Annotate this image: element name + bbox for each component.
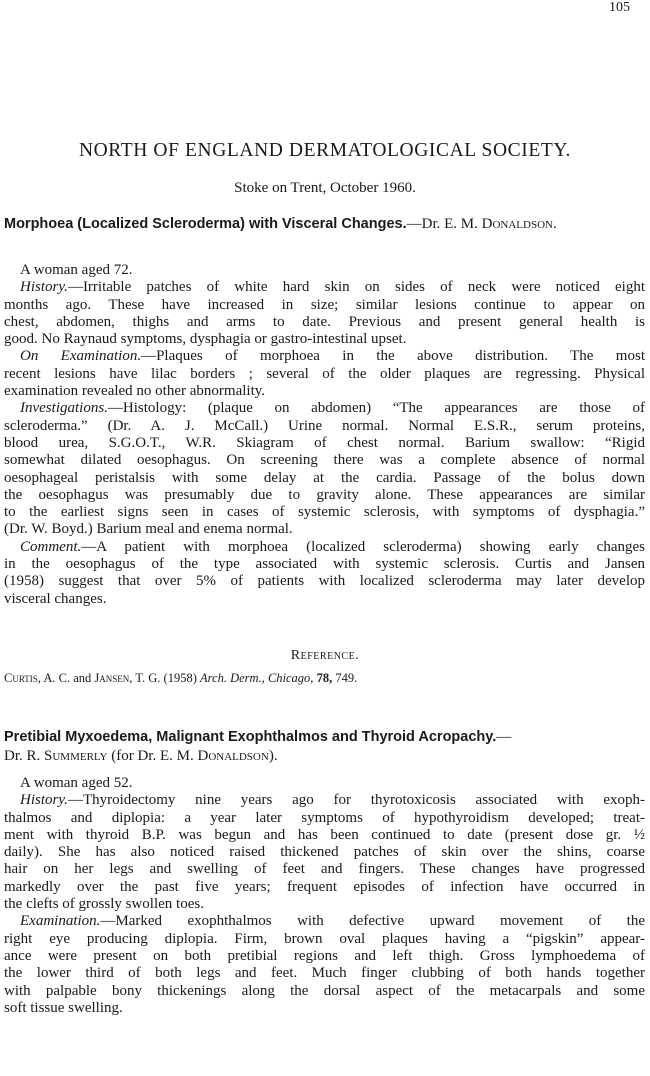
case1-line: examination revealed no other abnormality. — [4, 383, 266, 400]
case1-title: Morphoea (Localized Scleroderma) with Visceral Changes. — [4, 216, 407, 232]
case1-line: to the earliest signs seen in cases of systemic sclerosis, with symptoms of dysphagia.” — [4, 504, 645, 521]
case2-author-a: Dr. R. — [4, 748, 45, 764]
case2-label: Examination. — [20, 913, 101, 930]
case2-line: —Marked exophthalmos with defective upward movement of the — [100, 913, 645, 930]
case2-body — [4, 775, 645, 1017]
case2-heading — [4, 728, 645, 766]
case1-line: months ago. These have increased in size; similar lesions continue to appear on — [4, 296, 645, 313]
case1-line: (1958) suggest that over 5% of patients with localized scleroderma may later develop — [4, 573, 645, 590]
case2-author-c: ). — [268, 748, 278, 764]
case1-line: oesophageal peristalsis with some delay at the cardia. Passage of the bolus down — [4, 469, 645, 486]
society-title: NORTH OF ENGLAND DERMATOLOGICAL SOCIETY. — [78, 140, 572, 161]
case1-label: Comment. — [20, 538, 82, 555]
case1-line: chest, abdomen, thighs and arms to date. Previous and present general health is — [4, 313, 645, 330]
case1-line: scleroderma.” (Dr. A. J. McCall.) Urine normal. Normal E.S.R., serum proteins, — [4, 417, 645, 434]
case2-label: History. — [20, 792, 68, 809]
case2-author2: Donaldson — [197, 748, 269, 764]
reference-author1-initials: , A. C. and — [37, 671, 95, 685]
case1-line: recent lesions have lilac borders ; several of the older plaques are regressing. Physical — [4, 365, 645, 382]
case1-line: visceral changes. — [4, 590, 107, 607]
reference-title: Reference. — [290, 648, 360, 663]
case2-title: Pretibial Myxoedema, Malignant Exophthalmos and Thyroid Acropachy. — [4, 729, 497, 745]
case1-line: —Histology: (plaque on abdomen) “The appearances are those of — [107, 400, 645, 417]
case2-line: the lower third of both legs and feet. Much finger clubbing of both hands together — [4, 965, 645, 982]
page-number: 105 — [609, 0, 630, 15]
case2-line: markedly over the past five years; frequent episodes of infection have occurred in — [4, 878, 645, 895]
case2-line: right eye producing diplopia. Firm, brown oval plaques having a “pigskin” appear- — [4, 930, 645, 947]
case1-author-prefix: Dr. E. M. — [421, 216, 478, 232]
reference-pages: 749. — [332, 671, 358, 685]
case1-label: Investigations. — [20, 400, 108, 417]
case1-line: blood urea, S.G.O.T., W.R. Skiagram of chest normal. Barium swallow: “Rigid — [4, 434, 645, 451]
reference-author2-rest: , T. G. (1958) — [129, 671, 201, 685]
case1-patient: A woman aged 72. — [20, 262, 133, 278]
case2-line: ance were present on both pretibial regions and left thigh. Gross lymphoedema of — [4, 947, 645, 964]
case2-line: soft tissue swelling. — [4, 999, 123, 1016]
case1-author-end: . — [552, 216, 557, 232]
reference-citation — [4, 671, 357, 686]
case1-line: (Dr. W. Boyd.) Barium meal and enema normal. — [4, 521, 293, 538]
case1-line: good. No Raynaud symptoms, dysphagia or gastro-intestinal upset. — [4, 331, 407, 348]
case1-line: the oesophagus was presumably due to gravity alone. These appearances are similar — [4, 486, 645, 503]
case1-line: in the oesophagus of the type associated with systemic sclerosis. Curtis and Jansen — [4, 556, 645, 573]
case1-body — [4, 262, 645, 608]
reference-author2: Jansen — [94, 671, 130, 685]
case1-line: —Plaques of morphoea in the above distribution. The most — [141, 348, 645, 365]
reference-journal: Arch. Derm., Chicago, — [200, 671, 314, 685]
case2-line: with palpable bony thickenings along the dorsal aspect of the metacarpals and some — [4, 982, 645, 999]
case1-label: History. — [20, 279, 68, 296]
case1-label: On Examination. — [20, 348, 142, 365]
case1-author-name: Donaldson — [481, 216, 553, 232]
case2-author1: Summerly — [44, 748, 108, 764]
reference-volume: 78, — [316, 671, 333, 685]
case2-line: thalmos and diplopia: a year later symptoms of hypothyroidism developed; treat- — [4, 809, 645, 826]
case2-line: hair on her legs and swelling of feet and fingers. These changes have progressed — [4, 861, 645, 878]
case1-line: somewhat dilated oesophagus. On screening there was a complete absence of normal — [4, 452, 645, 469]
case2-patient: A woman aged 52. — [20, 775, 133, 791]
case2-line: ment with thyroid B.P. was begun and has been continued to date (present dose gr. ½ — [4, 826, 645, 843]
case2-dash: — — [496, 729, 512, 745]
case2-line: daily). She has also noticed raised thickened patches of skin over the shins, coarse — [4, 844, 645, 861]
case1-heading — [4, 215, 645, 234]
case2-line: the clefts of grossly swollen toes. — [4, 896, 204, 913]
case2-line: —Thyroidectomy nine years ago for thyrotoxicosis associated with exoph- — [67, 792, 645, 809]
meeting-place-date: Stoke on Trent, October 1960. — [234, 180, 416, 196]
case1-dash: — — [406, 216, 422, 232]
case2-author-b: (for Dr. E. M. — [107, 748, 198, 764]
case1-line: —Irritable patches of white hard skin on sides of neck were noticed eight — [67, 279, 645, 296]
case1-line: —A patient with morphoea (localized scleroderma) showing early changes — [81, 538, 645, 555]
reference-author1: Curtis — [4, 671, 38, 685]
